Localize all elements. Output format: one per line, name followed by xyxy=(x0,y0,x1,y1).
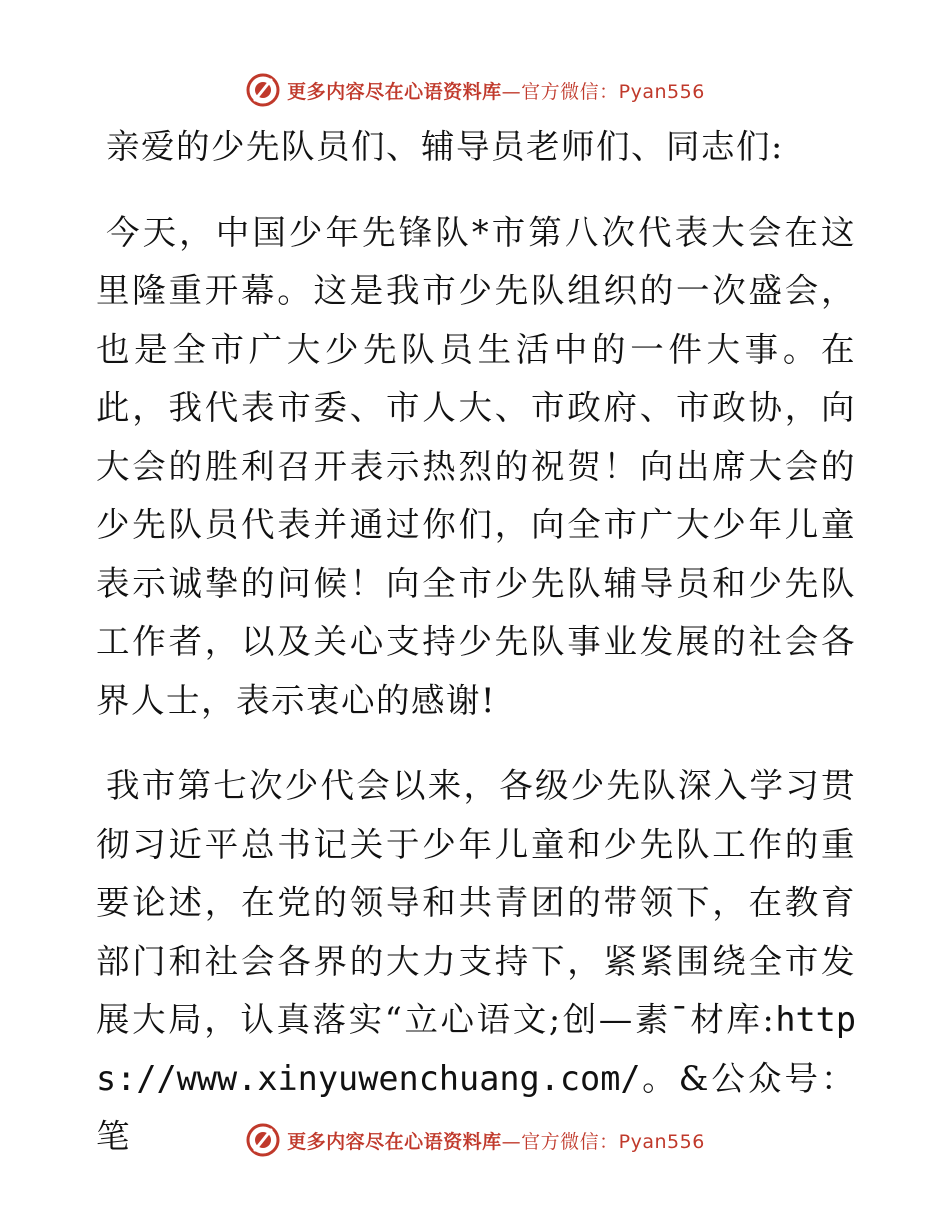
watermark-text xyxy=(287,77,705,104)
watermark-wechat: 官方微信：Pyan556 xyxy=(521,80,705,103)
watermark-wechat: 官方微信：Pyan556 xyxy=(521,1130,705,1153)
watermark-dash: — xyxy=(501,80,522,103)
greeting: 亲爱的少先队员们、辅导员老师们、同志们: xyxy=(106,127,784,166)
paragraph-2-text: 我市第七次少代会以来，各级少先队深入学习贯彻习近平总书记关于少年儿童和少先队工作的重要论述，在党的领导和共青团的带领下，在教育部门和社会各界的大力支持下，紧紧围绕全市发展大局，认真落实“立心语文;创—素¯材库: xyxy=(96,766,856,1039)
header-watermark xyxy=(0,70,950,110)
paragraph-2-tail: 。&公众号：笔 xyxy=(96,1058,856,1156)
paragraph-2 xyxy=(96,757,856,1167)
watermark-text xyxy=(287,1127,705,1154)
paragraph-2-url: https://www.xinyuwenchuang.com/ xyxy=(96,1000,856,1098)
footer-watermark xyxy=(0,1120,950,1160)
watermark-dash: — xyxy=(501,1130,522,1153)
watermark-main: 更多内容尽在心语资料库 xyxy=(287,80,502,103)
watermark-main: 更多内容尽在心语资料库 xyxy=(287,1130,502,1153)
brand-logo-icon xyxy=(245,1122,281,1158)
paragraph-1: 今天，中国少年先锋队*市第八次代表大会在这里隆重开幕。这是我市少先队组织的一次盛会，也是全市广大少先队员生活中的一件大事。在此，我代表市委、市人大、市政府、市政协，向大会的胜利召开表示热烈的祝贺！向出席大会的少先队员代表并通过你们，向全市广大少年儿童表示诚挚的问候！向全市少先队辅导员和少先队工作者，以及关心支持少先队事业发展的社会各界人士，表示衷心的感谢! xyxy=(96,212,856,720)
brand-logo-icon xyxy=(245,72,281,108)
document-body xyxy=(96,118,856,1167)
